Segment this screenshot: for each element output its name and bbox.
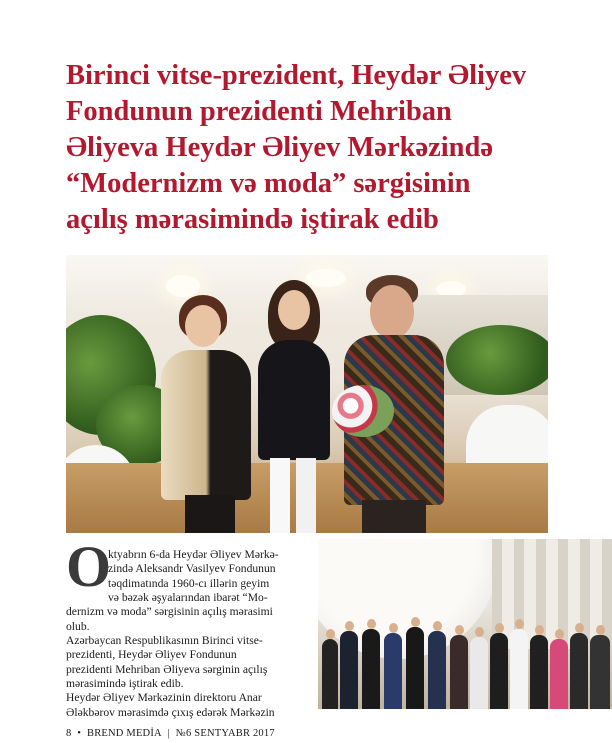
page-footer bbox=[66, 728, 278, 739]
guest-head bbox=[535, 625, 544, 635]
headline-line: Əliyeva Heydər Əliyev Mərkəzində bbox=[66, 132, 494, 163]
white-trousers bbox=[296, 458, 316, 533]
guest bbox=[550, 639, 568, 709]
guest-head bbox=[367, 619, 376, 629]
publication-name: BREND MEDİA bbox=[87, 728, 162, 739]
body-line: Azərbaycan Respublikasının Birinci vitse- bbox=[66, 634, 263, 648]
guest-head bbox=[389, 623, 398, 633]
body-line: mərasimində iştirak edib. bbox=[66, 677, 184, 691]
body-line: zində Aleksandr Vasilyev Fondunun bbox=[108, 562, 276, 576]
headline-line: Fondunun prezidenti Mehriban bbox=[66, 96, 452, 127]
group-photo bbox=[318, 539, 612, 709]
body-line: dernizm və moda” sərgisinin açılış mərasimi bbox=[66, 605, 273, 619]
body-line: Ələkbərov mərasimdə çıxış edərək Mərkəzin bbox=[66, 705, 275, 719]
skirt bbox=[185, 495, 235, 533]
ceiling-light bbox=[166, 275, 200, 297]
guest-head bbox=[345, 621, 354, 631]
face bbox=[185, 305, 221, 347]
footer-separator: | bbox=[167, 728, 170, 739]
guest bbox=[340, 631, 358, 709]
guest bbox=[590, 635, 610, 709]
headline-line: “Modernizm və moda” sərgisinin bbox=[66, 168, 471, 199]
drop-cap: O bbox=[66, 534, 112, 599]
body-line: təqdimatında 1960-cı illərin geyim bbox=[108, 576, 270, 590]
guest-head bbox=[495, 623, 504, 633]
white-trousers bbox=[270, 458, 290, 533]
body-line: Heydər Əliyev Mərkəzinin direktoru Anar bbox=[66, 691, 262, 705]
face bbox=[278, 290, 310, 330]
guest bbox=[428, 631, 446, 709]
plant bbox=[446, 325, 548, 395]
guest-head bbox=[411, 617, 420, 627]
person-center bbox=[254, 280, 334, 533]
guest bbox=[570, 633, 588, 709]
guest bbox=[406, 627, 424, 709]
body-line: və bəzək əşyalarından ibarət “Mo- bbox=[108, 591, 268, 605]
person-right bbox=[344, 275, 444, 533]
person-left bbox=[161, 295, 251, 533]
guest-head bbox=[515, 619, 524, 629]
guest bbox=[490, 633, 508, 709]
article-body bbox=[66, 548, 312, 720]
guest-head bbox=[326, 629, 335, 639]
guest-head bbox=[555, 629, 564, 639]
guest bbox=[450, 635, 468, 709]
headline-line: Birinci vitse-prezident, Heydər Əliyev bbox=[66, 60, 527, 91]
guest-head bbox=[475, 627, 484, 637]
page-number: 8 bbox=[66, 728, 72, 739]
flower-bouquet bbox=[332, 385, 394, 437]
guest bbox=[362, 629, 380, 709]
guest bbox=[322, 639, 338, 709]
black-jacket bbox=[258, 340, 330, 460]
article-headline bbox=[66, 58, 576, 238]
shawl bbox=[161, 350, 251, 500]
headline-line: açılış mərasimində iştirak edib bbox=[66, 204, 439, 235]
body-line: prezidenti, Heydər Əliyev Fondunun bbox=[66, 648, 237, 662]
guest bbox=[384, 633, 402, 709]
main-photo bbox=[66, 255, 548, 533]
body-line: ktyabrın 6-da Heydər Əliyev Mərkə- bbox=[108, 548, 279, 561]
footer-bullet: • bbox=[77, 728, 82, 739]
guest-head bbox=[433, 621, 442, 631]
trousers bbox=[362, 500, 426, 533]
face bbox=[370, 285, 414, 339]
issue-label: №6 SENTYABR 2017 bbox=[175, 728, 275, 739]
guest-head bbox=[455, 625, 464, 635]
guest-head bbox=[575, 623, 584, 633]
guest bbox=[530, 635, 548, 709]
guest-head bbox=[596, 625, 605, 635]
guest bbox=[470, 637, 488, 709]
body-line: prezidenti Mehriban Əliyeva sərginin açılış bbox=[66, 662, 268, 676]
guest bbox=[510, 629, 528, 709]
crowd bbox=[318, 613, 612, 709]
body-line: olub. bbox=[66, 619, 90, 633]
